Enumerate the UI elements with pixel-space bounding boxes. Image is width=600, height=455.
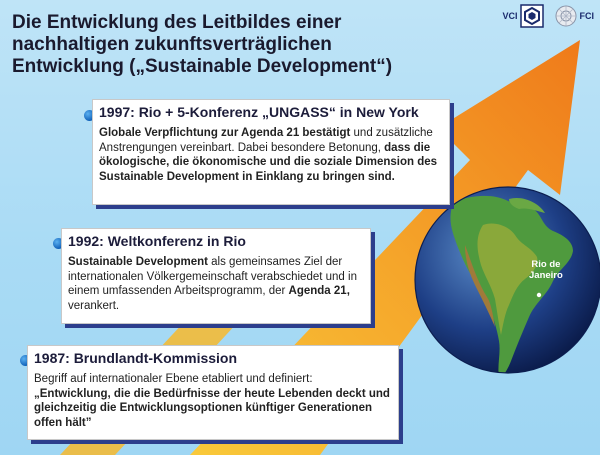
card-1997-text [99, 126, 443, 184]
page-title [12, 12, 482, 78]
card-1987-normal-1: Begriff auf internationaler Ebene etabliert und definiert: [34, 373, 313, 385]
title-line-1: Die Entwicklung des Leitbildes einer [12, 12, 342, 33]
rio-label-line-1: Rio de [531, 259, 561, 270]
card-1992-bold-1: Sustainable Development [68, 256, 208, 268]
card-1992-normal-1: als gemeinsames Ziel der internationalen Völkergemeinschaft verabschiedet und in einem umfassenden Arbeitsprogramm, der [68, 256, 357, 297]
card-1987-text [34, 372, 392, 430]
card-1997-bold-1: Globale Verpflichtung zur Agenda 21 bestätigt [99, 127, 351, 139]
card-1992-text [68, 255, 364, 313]
card-1997 [92, 99, 450, 205]
card-1987-bold-1: „Entwicklung, die die Bedürfnisse der heute Lebenden deckt und gleichzeitig die Entwicklungsoptionen künftiger Generationen offen hält” [34, 387, 390, 429]
card-1992-heading: 1992: Weltkonferenz in Rio [68, 233, 246, 249]
rio-label-line-2: Janeiro [529, 270, 563, 281]
fci-logo-icon [554, 4, 578, 28]
card-1987 [27, 345, 399, 440]
rio-de-janeiro-label [529, 259, 563, 281]
card-1987-heading: 1987: Brundlandt-Kommission [34, 350, 238, 366]
card-1992-normal-2: verankert. [68, 299, 120, 312]
globe-south-america-icon [413, 185, 600, 375]
vci-logo-icon [520, 4, 544, 28]
logo-group [502, 4, 594, 28]
title-line-2: nachhaltigen zukunftsverträglichen [12, 34, 332, 55]
card-1997-normal-1: und zusätzliche Anstrengungen vereinbart. Dabei besondere Betonung, [99, 127, 433, 154]
card-1997-heading: 1997: Rio + 5-Konferenz „UNGASS“ in New York [99, 104, 419, 120]
card-1997-bold-2: dass die ökologische, die ökonomische und die soziale Dimension des Sustainable Development in Einklang zu bringen sind. [99, 141, 438, 183]
vci-logo [502, 4, 543, 28]
card-1992 [61, 228, 371, 324]
fci-logo [554, 4, 595, 28]
vci-label: VCI [502, 11, 518, 21]
fci-label: FCI [579, 11, 594, 21]
card-1992-bold-2: Agenda 21, [288, 285, 350, 297]
title-line-3: Entwicklung („Sustainable Development“) [12, 56, 393, 77]
